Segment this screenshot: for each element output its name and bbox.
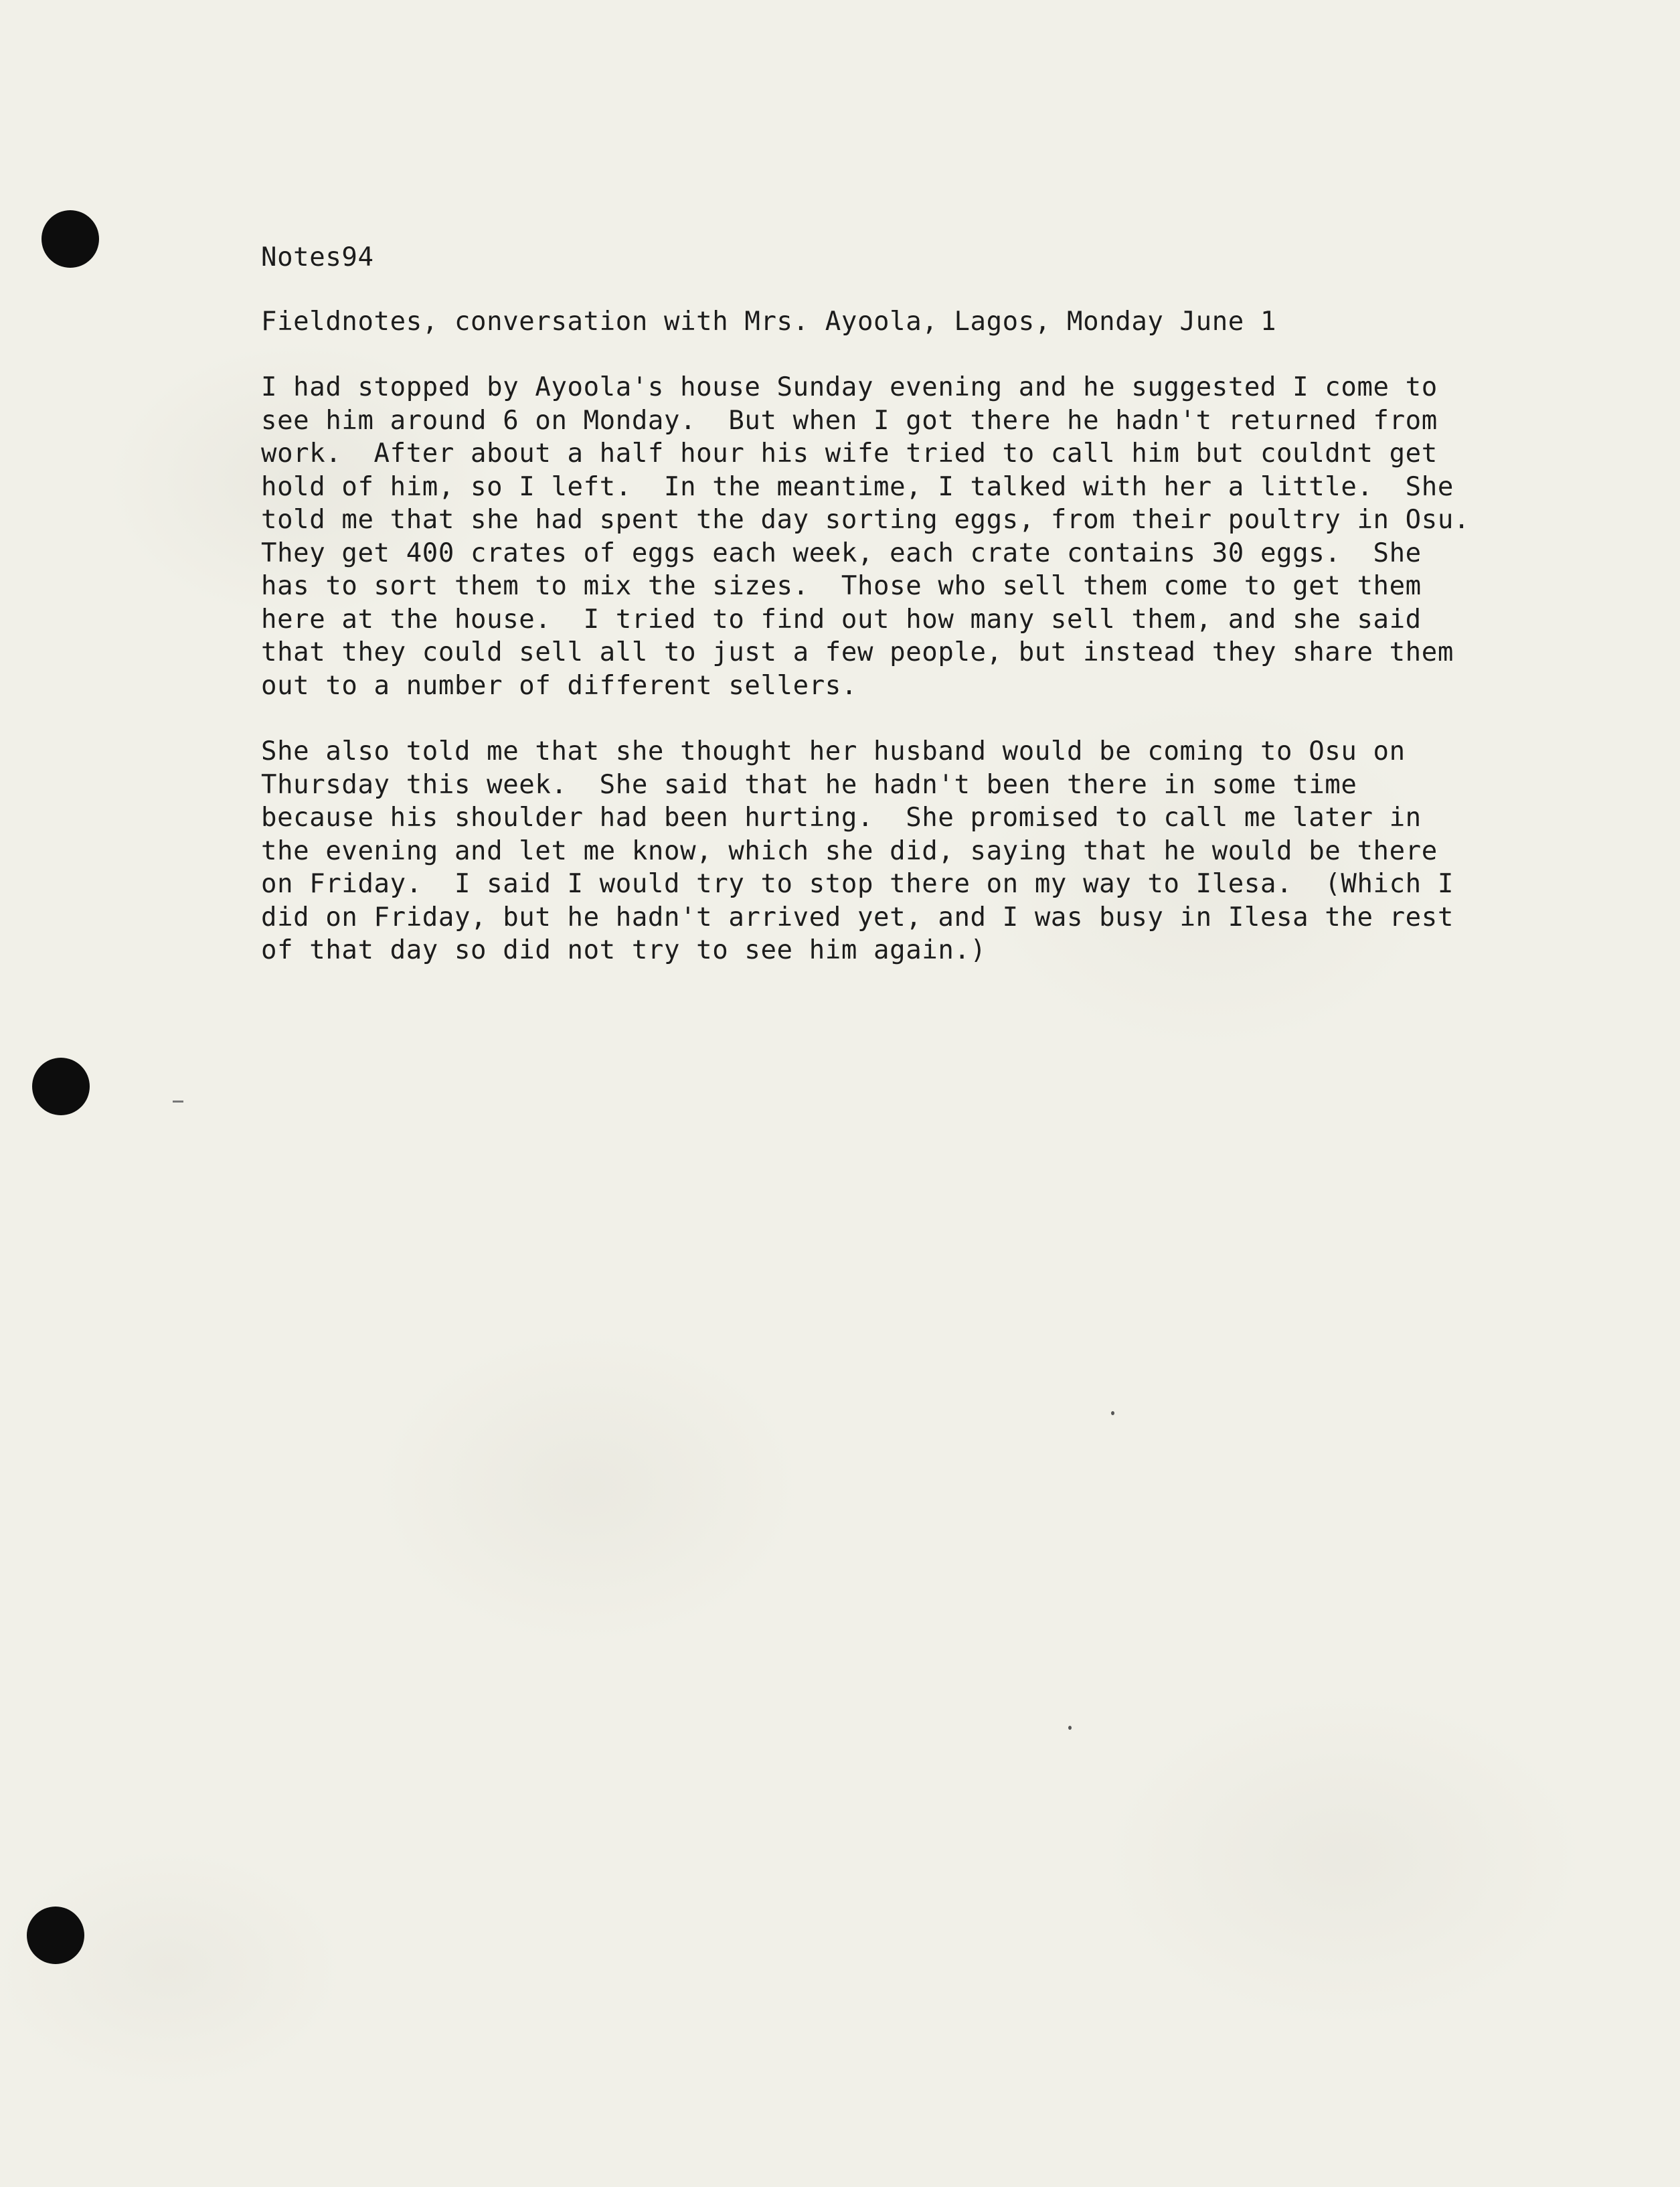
text-line: out to a number of different sellers. [261, 670, 857, 701]
text-line: on Friday. I said I would try to stop there on my way to Ilesa. (Which I [261, 869, 1454, 899]
text-line: hold of him, so I left. In the meantime, I talked with her a little. She [261, 471, 1454, 502]
text-line: I had stopped by Ayoola's house Sunday evening and he suggested I come to [261, 372, 1438, 402]
text-line: did on Friday, but he hadn't arrived yet, and I was busy in Ilesa the rest [261, 902, 1454, 933]
text-line: They get 400 crates of eggs each week, each crate contains 30 eggs. She [261, 538, 1422, 568]
paragraph-2 [261, 735, 1573, 967]
typed-notes [261, 241, 1573, 967]
punch-hole-middle [32, 1058, 90, 1115]
document-header: Notes94 [261, 242, 374, 272]
text-line: has to sort them to mix the sizes. Those who sell them come to get them [261, 571, 1422, 601]
punch-hole-top [41, 210, 99, 268]
text-line: the evening and let me know, which she did, saying that he would be there [261, 835, 1438, 866]
paper-speck [1111, 1411, 1114, 1415]
paper-mark [173, 1101, 183, 1103]
text-line: see him around 6 on Monday. But when I got there he hadn't returned from [261, 405, 1438, 436]
text-line: told me that she had spent the day sorting eggs, from their poultry in Osu. [261, 505, 1470, 535]
text-line: that they could sell all to just a few people, but instead they share them [261, 637, 1454, 667]
document-heading: Fieldnotes, conversation with Mrs. Ayoola, Lagos, Monday June 1 [261, 306, 1277, 337]
text-line: here at the house. I tried to find out how many sell them, and she said [261, 604, 1422, 635]
punch-hole-bottom [27, 1907, 84, 1964]
paragraph-1 [261, 371, 1573, 702]
text-line: of that day so did not try to see him again.) [261, 935, 987, 965]
text-line: because his shoulder had been hurting. She promised to call me later in [261, 803, 1422, 833]
text-line: work. After about a half hour his wife tried to call him but couldnt get [261, 438, 1438, 469]
paper-speck [1068, 1726, 1072, 1730]
text-line: She also told me that she thought her husband would be coming to Osu on [261, 736, 1406, 766]
text-line: Thursday this week. She said that he hadn't been there in some time [261, 769, 1357, 800]
